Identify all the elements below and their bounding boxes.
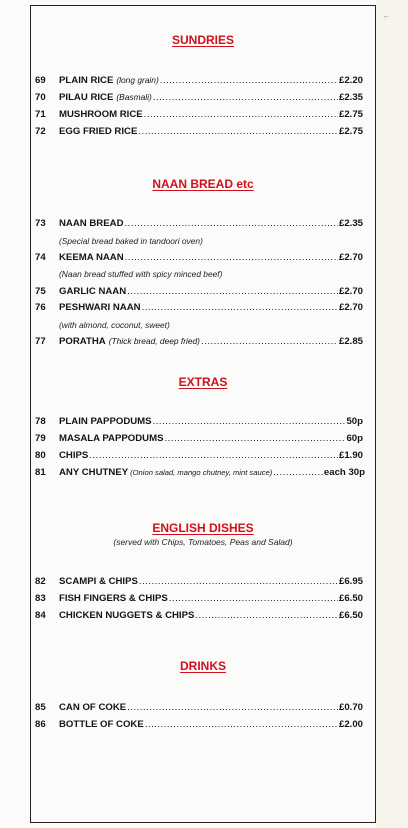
item-number: 84 xyxy=(35,610,46,621)
item-name: EGG FRIED RICE xyxy=(59,126,138,137)
item-price: £6.95 xyxy=(338,576,363,587)
section-title-sundries: SUNDRIES xyxy=(171,33,234,47)
menu-item xyxy=(35,336,363,349)
menu-item xyxy=(35,109,363,122)
item-number: 74 xyxy=(35,252,46,263)
item-note: (Thick bread, deep fried) xyxy=(108,336,200,346)
dot-leader xyxy=(142,302,338,313)
menu-item xyxy=(35,286,363,299)
item-name: MUSHROOM RICE xyxy=(59,109,143,120)
dot-leader xyxy=(125,252,338,263)
item-number: 71 xyxy=(35,109,46,120)
item-price: £2.75 xyxy=(338,126,363,137)
menu-item xyxy=(35,126,363,139)
item-number: 75 xyxy=(35,286,46,297)
item-number: 73 xyxy=(35,218,46,229)
item-price: £0.70 xyxy=(338,702,363,713)
menu-item xyxy=(35,593,363,606)
item-number: 77 xyxy=(35,336,46,347)
item-number: 85 xyxy=(35,702,46,713)
corner-mark: ⌐ xyxy=(384,12,389,21)
dot-leader xyxy=(125,218,338,229)
dot-leader xyxy=(89,450,338,461)
dot-leader xyxy=(144,109,338,120)
item-name: BOTTLE OF COKE xyxy=(59,719,144,730)
dot-leader xyxy=(127,286,338,297)
item-note: (Onion salad, mango chutney, mint sauce) xyxy=(130,468,273,477)
item-name: GARLIC NAAN xyxy=(59,286,127,297)
item-price: £6.50 xyxy=(338,610,363,621)
item-name: PORATHA xyxy=(59,336,106,347)
dot-leader xyxy=(201,336,338,347)
section-title-english-dishes: ENGLISH DISHES xyxy=(152,521,254,535)
menu-item xyxy=(35,302,363,315)
dot-leader xyxy=(145,719,338,730)
item-number: 86 xyxy=(35,719,46,730)
item-name: NAAN BREAD xyxy=(59,218,124,229)
item-price: 60p xyxy=(346,433,363,444)
menu-item xyxy=(35,450,363,463)
item-description: (Special bread baked in tandoori oven) xyxy=(59,236,203,246)
dot-leader xyxy=(127,702,338,713)
item-price: 50p xyxy=(346,416,363,427)
item-number: 76 xyxy=(35,302,46,313)
item-number: 70 xyxy=(35,92,46,103)
dot-leader xyxy=(195,610,338,621)
dot-leader xyxy=(153,416,346,427)
item-name: MASALA PAPPODUMS xyxy=(59,433,164,444)
item-number: 81 xyxy=(35,467,46,478)
dot-leader xyxy=(160,75,338,86)
menu-item xyxy=(35,75,363,88)
item-name: FISH FINGERS & CHIPS xyxy=(59,593,168,604)
page-edge xyxy=(376,0,408,828)
item-name: ANY CHUTNEY xyxy=(59,467,129,478)
item-price: £2.35 xyxy=(338,92,363,103)
item-price: £2.20 xyxy=(338,75,363,86)
item-description: (Naan bread stuffed with spicy minced beef) xyxy=(59,269,223,279)
dot-leader xyxy=(153,92,338,103)
section-title-naan-bread: NAAN BREAD etc xyxy=(152,177,254,191)
item-description: (with almond, coconut, sweet) xyxy=(59,320,170,330)
item-price: £6.50 xyxy=(338,593,363,604)
section-title-extras: EXTRAS xyxy=(178,375,228,389)
item-name: CHICKEN NUGGETS & CHIPS xyxy=(59,610,195,621)
menu-item xyxy=(35,433,363,446)
section-title-drinks: DRINKS xyxy=(179,659,226,673)
menu-item xyxy=(35,610,363,623)
item-name: PESHWARI NAAN xyxy=(59,302,141,313)
item-name: PILAU RICE xyxy=(59,92,114,103)
dot-leader xyxy=(273,467,323,478)
menu-item xyxy=(35,576,363,589)
item-name: CHIPS xyxy=(59,450,89,461)
item-number: 79 xyxy=(35,433,46,444)
item-name: PLAIN RICE xyxy=(59,75,114,86)
dot-leader xyxy=(139,576,338,587)
menu-item xyxy=(35,467,365,480)
item-price: each 30p xyxy=(323,467,365,478)
menu-item xyxy=(35,218,363,231)
item-name: SCAMPI & CHIPS xyxy=(59,576,138,587)
item-note: (long grain) xyxy=(116,75,159,85)
item-price: £2.00 xyxy=(338,719,363,730)
item-number: 69 xyxy=(35,75,46,86)
dot-leader xyxy=(169,593,338,604)
menu-item xyxy=(35,92,363,105)
item-price: £2.70 xyxy=(338,286,363,297)
item-note: (Basmali) xyxy=(116,92,152,102)
item-price: £2.35 xyxy=(338,218,363,229)
dot-leader xyxy=(138,126,338,137)
item-number: 72 xyxy=(35,126,46,137)
item-name: KEEMA NAAN xyxy=(59,252,124,263)
menu-item xyxy=(35,416,363,429)
item-number: 82 xyxy=(35,576,46,587)
item-price: £2.85 xyxy=(338,336,363,347)
menu-item xyxy=(35,719,363,732)
menu-item xyxy=(35,252,363,265)
item-name: PLAIN PAPPODUMS xyxy=(59,416,152,427)
dot-leader xyxy=(164,433,345,444)
item-name: CAN OF COKE xyxy=(59,702,127,713)
item-number: 78 xyxy=(35,416,46,427)
section-subtitle-english-dishes: (served with Chips, Tomatoes, Peas and Salad) xyxy=(113,537,293,547)
item-price: £1.90 xyxy=(338,450,363,461)
item-price: £2.70 xyxy=(338,302,363,313)
item-price: £2.75 xyxy=(338,109,363,120)
item-price: £2.70 xyxy=(338,252,363,263)
item-number: 83 xyxy=(35,593,46,604)
item-number: 80 xyxy=(35,450,46,461)
menu-item xyxy=(35,702,363,715)
